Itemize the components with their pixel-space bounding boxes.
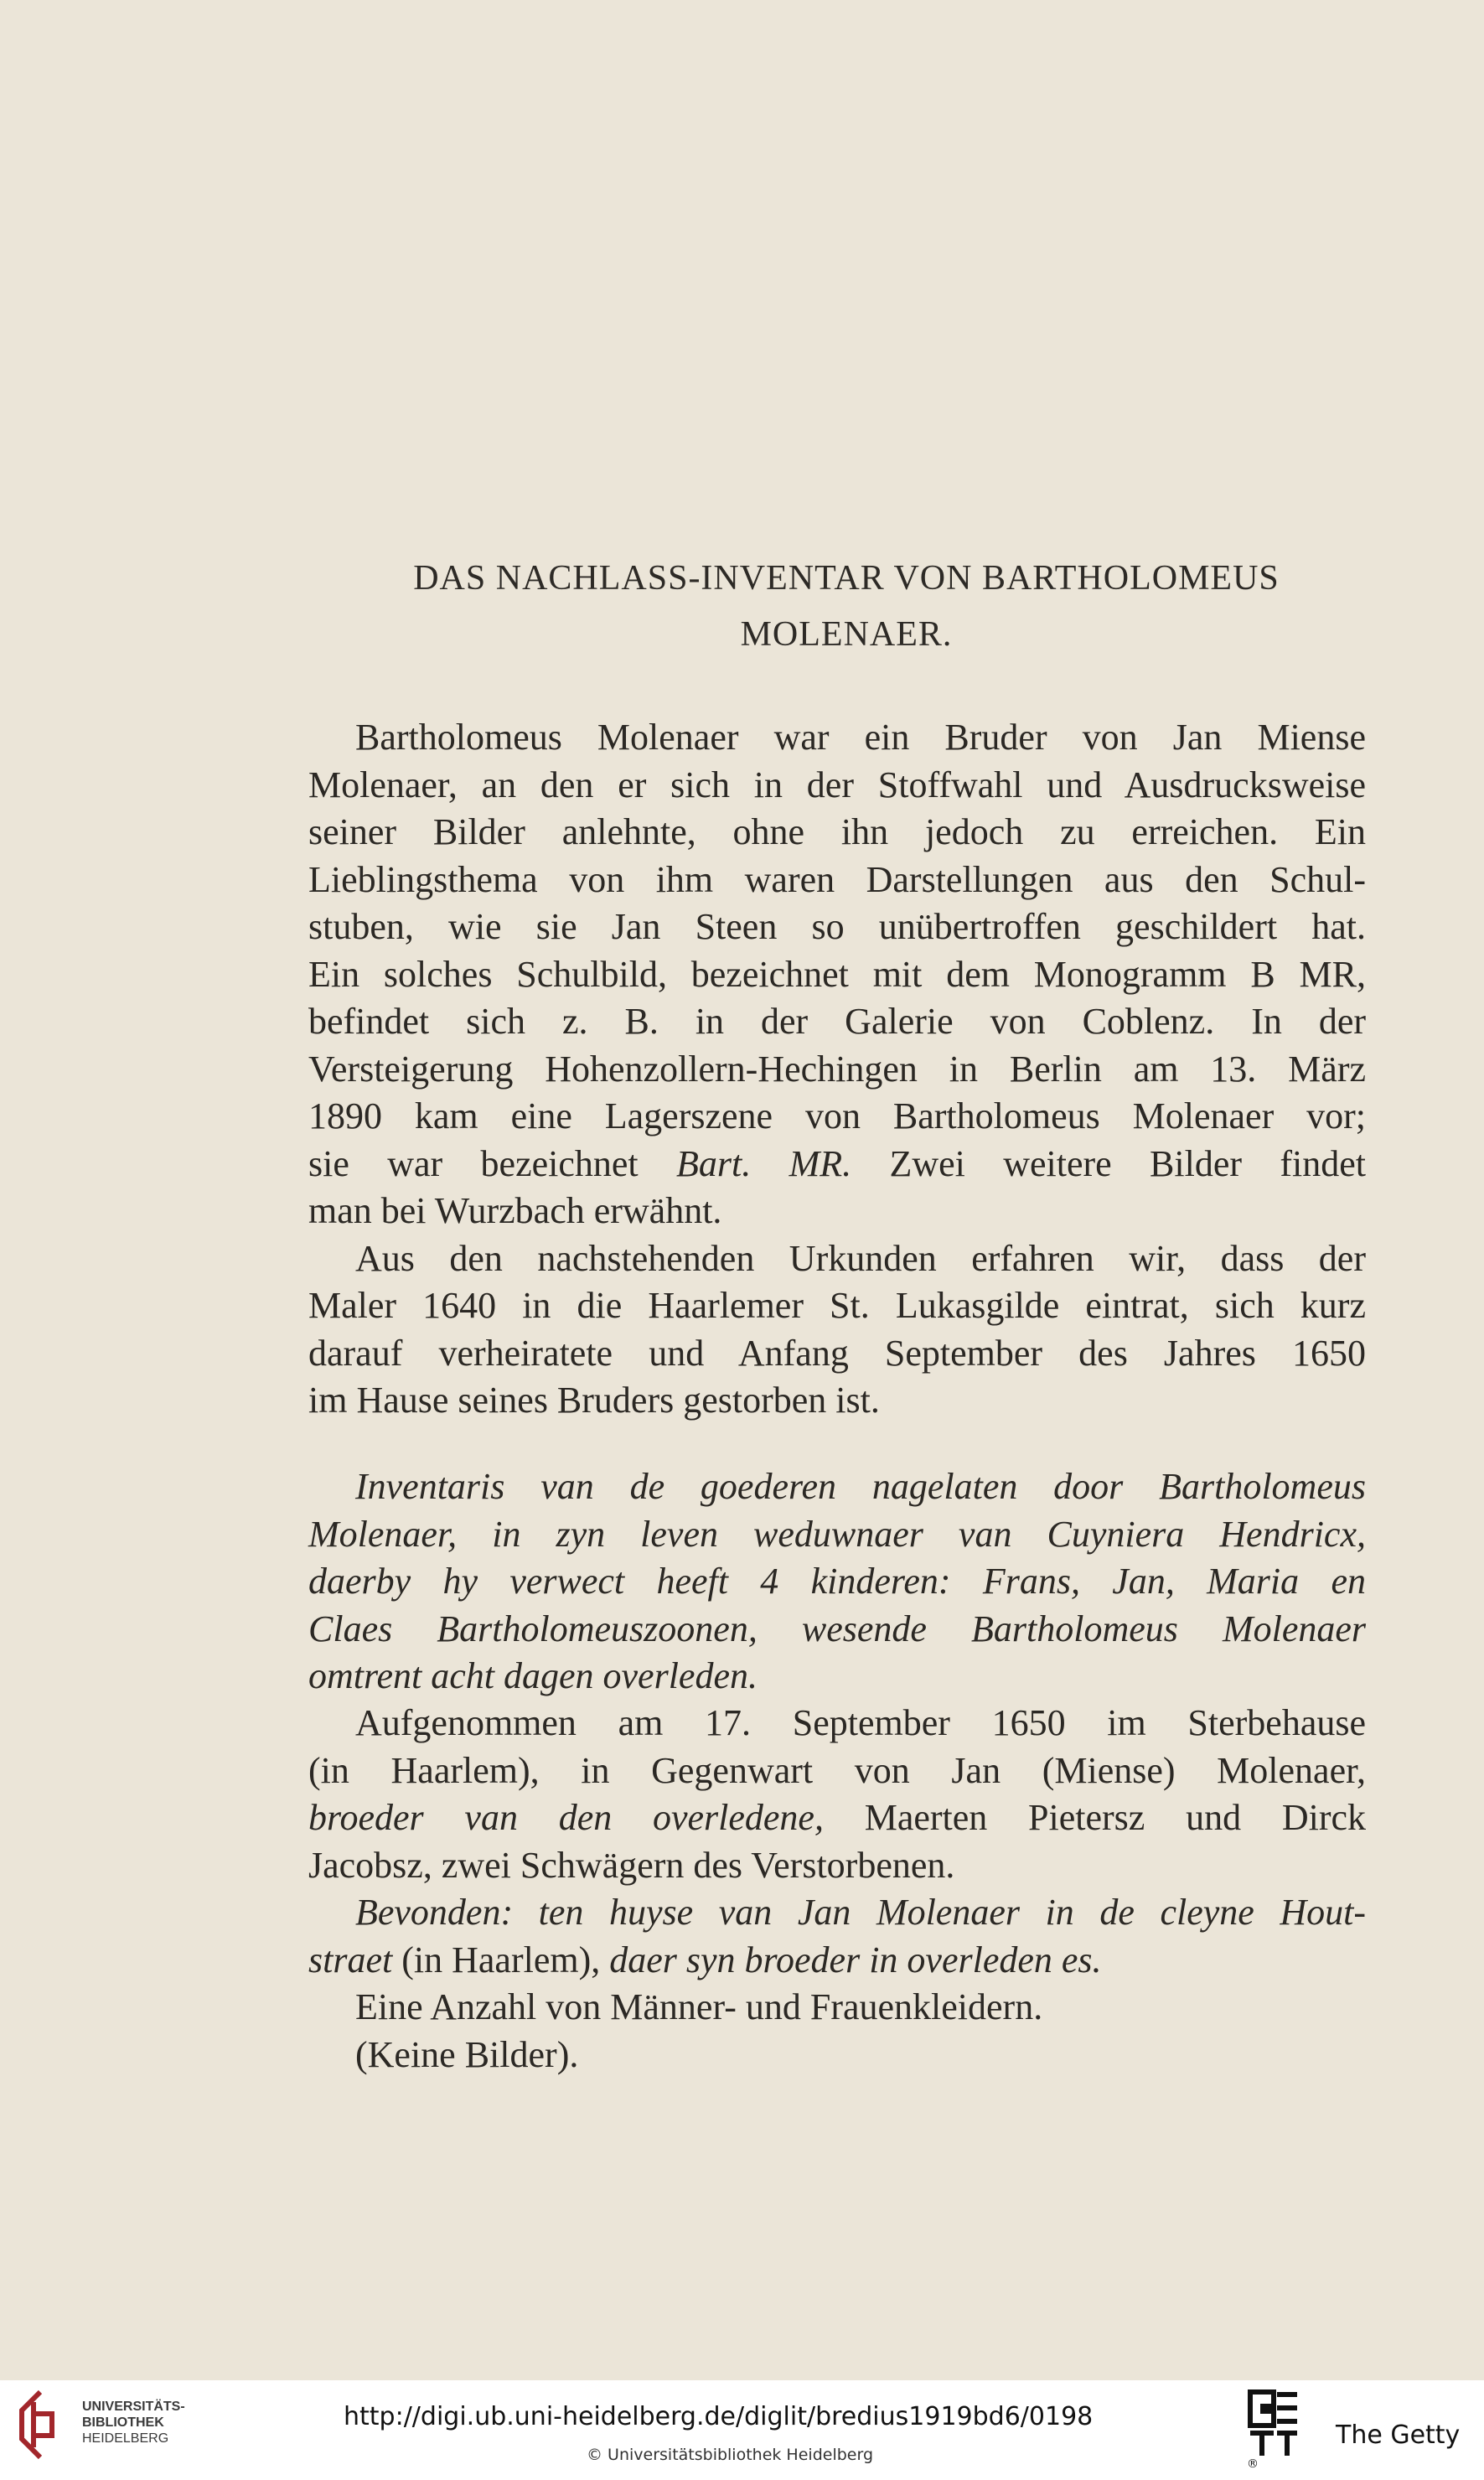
text-line: Jacobsz, zwei Schwägern des Verstorbenen. <box>308 1844 955 1886</box>
text-line-mixed <box>308 1794 1366 1842</box>
registered-trademark: ® <box>1247 2457 1259 2471</box>
signature-mark-text: Bart. MR. <box>676 1142 852 1184</box>
text-line: Claes Bartholomeuszoonen, wesende Bartholomeus Molenaer <box>308 1608 1366 1649</box>
text-segment: daer syn broeder in overleden es. <box>609 1939 1102 1980</box>
text-line: Bevonden: ten huyse van Jan Molenaer in de cleyne Hout- <box>355 1892 1366 1933</box>
text-segment: (in Haarlem), <box>401 1939 601 1980</box>
article-title-line-2: MOLENAER. <box>740 615 953 654</box>
text-segment: straet <box>308 1939 393 1980</box>
paragraph-2 <box>308 1235 1366 1425</box>
text-line: Bartholomeus Molenaer war ein Bruder von Jan Miense <box>355 717 1366 758</box>
text-line: 1890 kam eine Lagerszene von Bartholomeus Molenaer vor; <box>308 1095 1366 1136</box>
text-line: man bei Wurzbach erwähnt. <box>308 1190 722 1231</box>
paragraph-5 <box>308 1889 1366 1984</box>
paragraph-4 <box>308 1700 1366 1889</box>
text-line: Lieblingsthema von ihm waren Darstellungen aus den Schul- <box>308 858 1366 900</box>
text-line: Aus den nachstehenden Urkunden erfahren wir, dass der <box>355 1237 1366 1279</box>
text-line-mixed <box>308 1141 1366 1188</box>
text-segment: Zwei weitere Bilder findet <box>889 1142 1367 1184</box>
document-url-link[interactable]: http://digi.ub.uni-heidelberg.de/diglit/bredius1919bd6/0198 <box>344 2402 1094 2431</box>
paragraph-1 <box>308 714 1366 1235</box>
text-line: befindet sich z. B. in der Galerie von Coblenz. In der <box>308 1001 1366 1042</box>
text-line: Eine Anzahl von Männer- und Frauenkleidern. <box>355 1986 1043 2027</box>
text-line: darauf verheiratete und Anfang September des Jahres 1650 <box>308 1332 1366 1374</box>
text-line: daerby hy verwect heeft 4 kinderen: Frans, Jan, Maria en <box>308 1561 1366 1602</box>
text-line: omtrent acht dagen overleden. <box>308 1655 758 1696</box>
text-line-mixed <box>308 1937 1366 1985</box>
paragraph-6 <box>308 1984 1366 2079</box>
text-line: Molenaer, an den er sich in der Stoffwahl und Ausdrucksweise <box>308 764 1366 805</box>
text-line: (Keine Bilder). <box>355 2033 579 2075</box>
university-library-logo-icon <box>15 2389 67 2462</box>
university-library-name <box>82 2399 185 2446</box>
text-segment: broeder van den overledene, <box>308 1797 824 1838</box>
text-segment: sie war bezeichnet <box>308 1142 639 1184</box>
text-line: Molenaer, in zyn leven weduwnaer van Cuyniera Hendricx, <box>308 1513 1366 1555</box>
text-line: Maler 1640 in die Haarlemer St. Lukasgilde eintrat, sich kurz <box>308 1285 1366 1326</box>
university-name-line: UNIVERSITÄTS- <box>82 2400 185 2414</box>
text-line: seiner Bilder anlehnte, ohne ihn jedoch zu erreichen. Ein <box>308 811 1366 852</box>
getty-label: The Getty <box>1336 2420 1461 2450</box>
inventory-heading <box>308 1463 1366 1701</box>
text-line: (in Haarlem), in Gegenwart von Jan (Miense) Molenaer, <box>308 1749 1366 1791</box>
text-line: Versteigerung Hohenzollern-Hechingen in Berlin am 13. März <box>308 1048 1366 1090</box>
getty-logo-icon <box>1247 2389 1300 2466</box>
text-line: Ein solches Schulbild, bezeichnet mit dem Monogramm B MR, <box>308 953 1366 995</box>
article-title-line-1: DAS NACHLASS-INVENTAR VON BARTHOLOMEUS <box>413 559 1280 598</box>
text-line: im Hause seines Bruders gestorben ist. <box>308 1380 880 1421</box>
university-name-line: BIBLIOTHEK <box>82 2415 164 2430</box>
text-segment: Maerten Pietersz und Dirck <box>864 1797 1367 1838</box>
copyright-notice: © Universitätsbibliothek Heidelberg <box>587 2446 874 2464</box>
text-line: Aufgenommen am 17. September 1650 im Sterbehause <box>355 1702 1366 1743</box>
university-name-line: HEIDELBERG <box>82 2431 169 2446</box>
text-line: Inventaris van de goederen nagelaten door Bartholomeus <box>355 1466 1366 1507</box>
text-line: stuben, wie sie Jan Steen so unübertroffen geschildert hat. <box>308 906 1366 947</box>
